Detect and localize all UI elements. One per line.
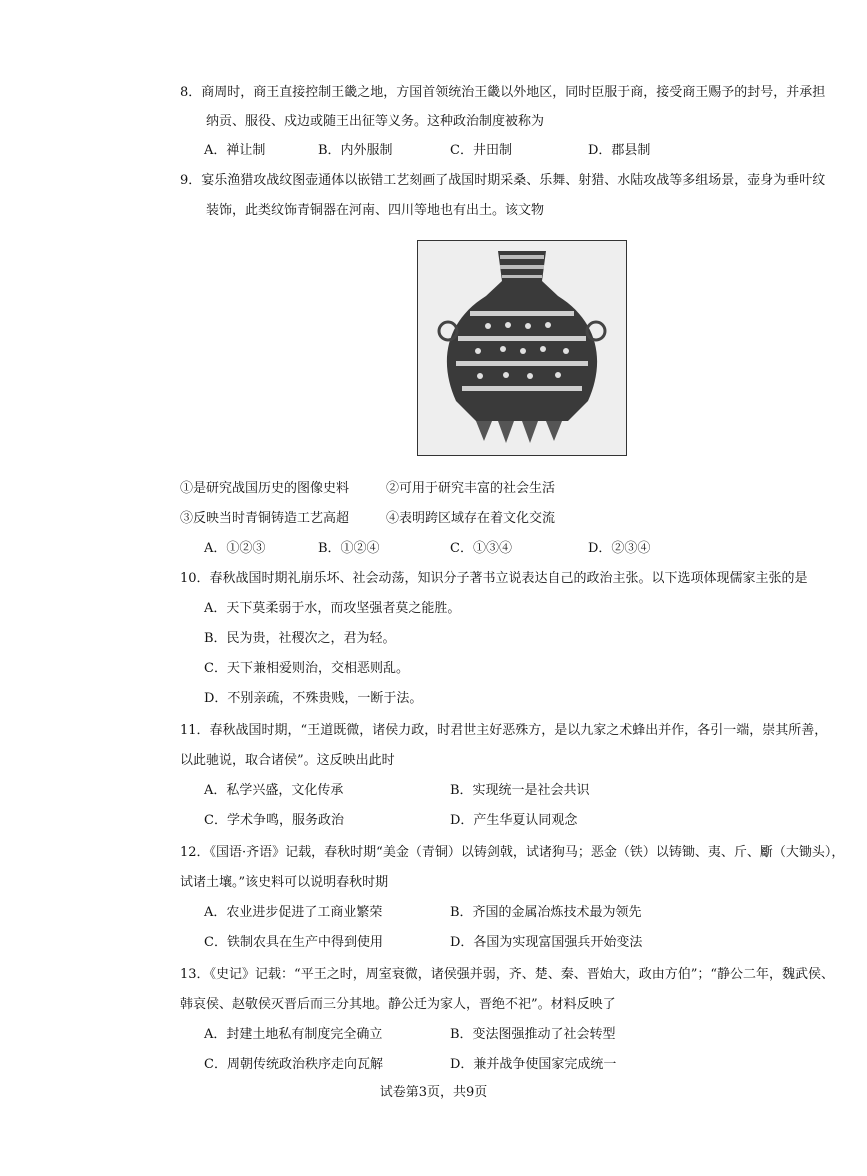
q10-option-d[interactable]: D．不别亲疏，不殊贵贱，一断于法。 bbox=[204, 691, 423, 706]
q13-option-a[interactable]: A．封建土地私有制度完全确立 bbox=[204, 1027, 383, 1042]
q10-option-b[interactable]: B．民为贵，社稷次之，君为轻。 bbox=[204, 631, 396, 646]
q8-option-a[interactable]: A．禅让制 bbox=[204, 143, 266, 158]
q11-option-b[interactable]: B．实现统一是社会共识 bbox=[450, 783, 590, 798]
q13-option-d[interactable]: D．兼并战争使国家完成统一 bbox=[450, 1057, 617, 1072]
q8-option-c[interactable]: C．井田制 bbox=[450, 143, 512, 158]
q8-option-d[interactable]: D．郡县制 bbox=[588, 143, 651, 158]
bronze-vessel-icon bbox=[418, 241, 626, 455]
q8-option-b[interactable]: B．内外服制 bbox=[318, 143, 393, 158]
q13-stem-line2: 韩哀侯、赵敬侯灭晋后而三分其地。静公迁为家人，晋绝不祀”。材料反映了 bbox=[180, 997, 616, 1012]
q11-stem-line1: 11．春秋战国时期，“王道既微，诸侯力政，时君世主好恶殊方，是以九家之术蜂出并作，各引一端，崇其所善， bbox=[180, 723, 828, 738]
q8-stem-line2: 纳贡、服役、戍边或随王出征等义务。这种政治制度被称为 bbox=[206, 114, 545, 129]
bronze-vessel-figure bbox=[417, 240, 627, 456]
page-footer: 试卷第3页，共9页 bbox=[379, 1085, 488, 1100]
q11-option-c[interactable]: C．学术争鸣，服务政治 bbox=[204, 813, 344, 828]
q12-option-c[interactable]: C．铁制农具在生产中得到使用 bbox=[204, 935, 383, 950]
q11-option-d[interactable]: D．产生华夏认同观念 bbox=[450, 813, 578, 828]
q9-option-d[interactable]: D．②③④ bbox=[588, 541, 651, 556]
q9-option-a[interactable]: A．①②③ bbox=[204, 541, 266, 556]
q10-stem: 10．春秋战国时期礼崩乐坏、社会动荡，知识分子著书立说表达自己的政治主张。以下选项体现儒家主张的是 bbox=[180, 571, 808, 586]
q8-stem-line1: 8．商周时，商王直接控制王畿之地，方国首领统治王畿以外地区，同时臣服于商，接受商王赐予的封号，并承担 bbox=[180, 85, 826, 100]
q12-option-b[interactable]: B．齐国的金属冶炼技术最为领先 bbox=[450, 905, 642, 920]
q9-statement-3: ③反映当时青铜铸造工艺高超 bbox=[180, 511, 350, 526]
q9-stem-line1: 9．宴乐渔猎攻战纹图壶通体以嵌错工艺刻画了战国时期采桑、乐舞、射猎、水陆攻战等多组场景，壶身为垂叶纹 bbox=[180, 173, 826, 188]
q10-option-a[interactable]: A．天下莫柔弱于水，而攻坚强者莫之能胜。 bbox=[204, 601, 461, 616]
q9-option-c[interactable]: C．①③④ bbox=[450, 541, 512, 556]
q12-stem-line2: 试诸土壤。”该史料可以说明春秋时期 bbox=[180, 875, 389, 890]
q13-stem-line1: 13．《史记》记载：“平王之时，周室衰微，诸侯强并弱，齐、楚、秦、晋始大，政由方伯”；“静公二年，魏武侯、 bbox=[180, 967, 834, 982]
q9-option-b[interactable]: B．①②④ bbox=[318, 541, 380, 556]
q11-stem-line2: 以此驰说，取合诸侯”。这反映出此时 bbox=[180, 753, 395, 768]
q9-statement-1: ①是研究战国历史的图像史料 bbox=[180, 481, 350, 496]
q12-option-a[interactable]: A．农业进步促进了工商业繁荣 bbox=[204, 905, 383, 920]
q11-option-a[interactable]: A．私学兴盛，文化传承 bbox=[204, 783, 344, 798]
q10-option-c[interactable]: C．天下兼相爱则治，交相恶则乱。 bbox=[204, 661, 409, 676]
q13-option-c[interactable]: C．周朝传统政治秩序走向瓦解 bbox=[204, 1057, 383, 1072]
q9-statement-4: ④表明跨区域存在着文化交流 bbox=[386, 511, 556, 526]
q13-option-b[interactable]: B．变法图强推动了社会转型 bbox=[450, 1027, 616, 1042]
q9-statement-2: ②可用于研究丰富的社会生活 bbox=[386, 481, 556, 496]
q12-option-d[interactable]: D．各国为实现富国强兵开始变法 bbox=[450, 935, 643, 950]
q12-stem-line1: 12．《国语·齐语》记载，春秋时期“美金（青铜）以铸剑戟，试诸狗马；恶金（铁）以铸锄、夷、斤、斸（大锄头）， bbox=[180, 845, 845, 860]
q9-stem-line2: 装饰，此类纹饰青铜器在河南、四川等地也有出土。该文物 bbox=[206, 203, 545, 218]
